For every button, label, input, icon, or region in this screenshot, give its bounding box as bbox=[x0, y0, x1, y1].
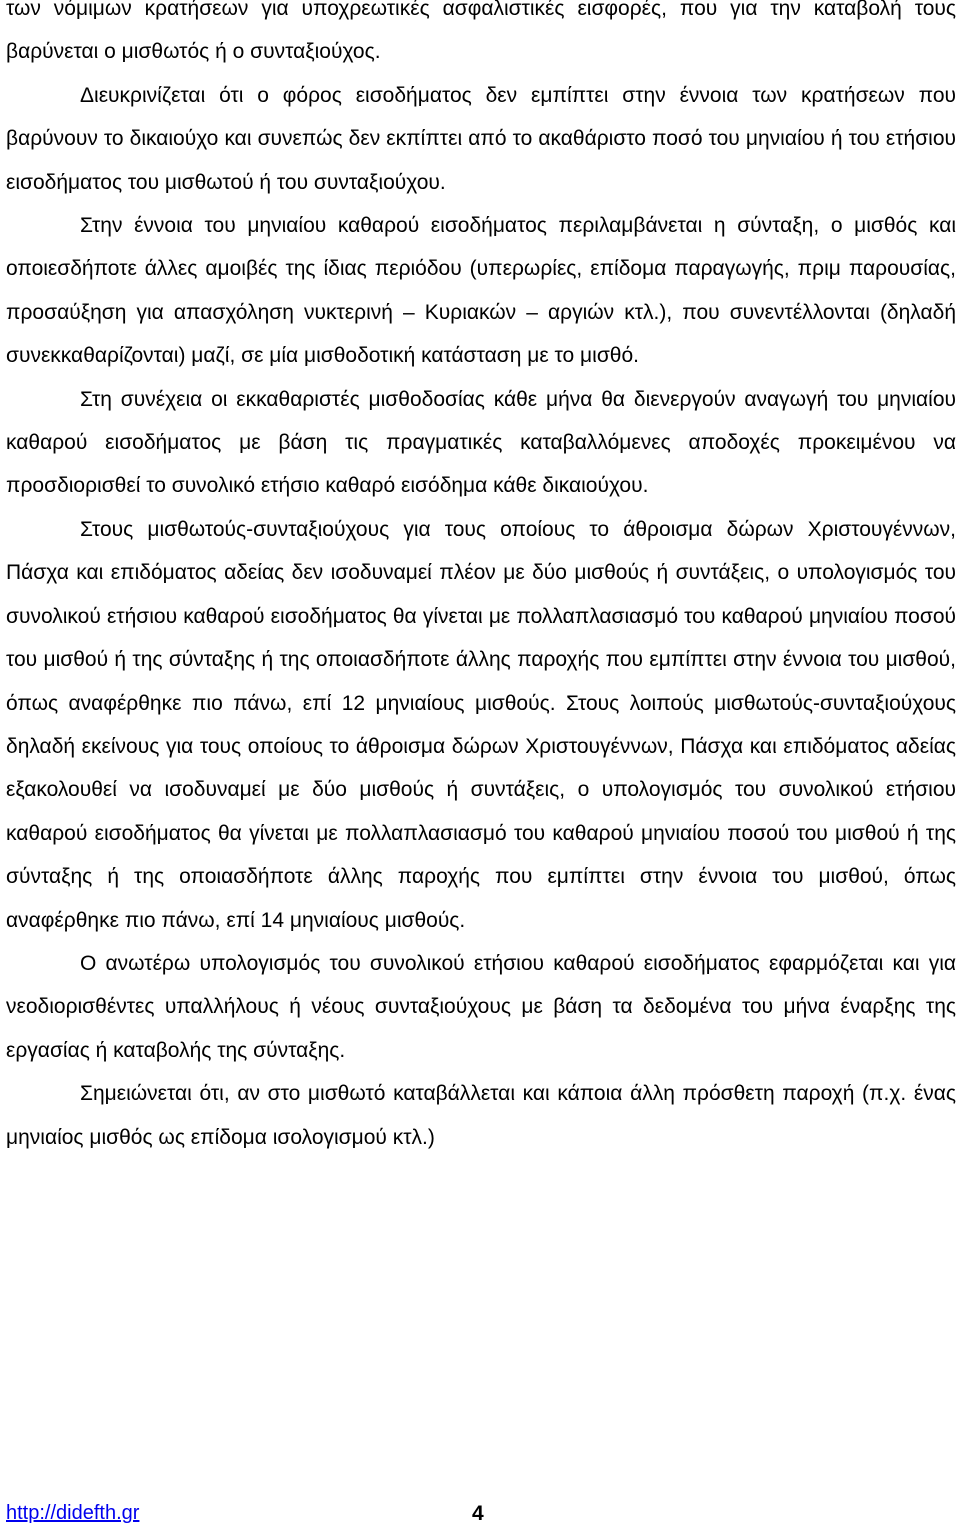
paragraph-income-tax: Διευκρινίζεται ότι ο φόρος εισοδήματος δεν εμπίπτει στην έννοια των κρατήσεων που βαρύνουν το δικαιούχο και συνεπώς δεν εκπίπτει από το ακαθάριστο ποσό του μηνιαίου ή του ετήσιου εισοδήματος του μισθωτού ή του συνταξιούχου. bbox=[6, 83, 956, 194]
paragraph-new-employees: Ο ανωτέρω υπολογισμός του συνολικού ετήσιου καθαρού εισοδήματος εφαρμόζεται και για νεοδιορισθέντες υπαλλήλους ή νέους συνταξιούχους με βάση τα δεδομένα του μήνα έναρξης της εργασίας ή καταβολής της σύνταξης. bbox=[6, 951, 956, 1062]
document-body bbox=[6, 0, 956, 1159]
paragraph-monthly-net-income: Στην έννοια του μηνιαίου καθαρού εισοδήματος περιλαμβάνεται η σύνταξη, ο μισθός και οποιεσδήποτε άλλες αμοιβές της ίδιας περιόδου (υπερωρίες, επίδομα παραγωγής, πριμ παρουσίας, προσαύξηση για απασχόληση νυκτερινή – Κυριακών – αργιών κτλ.), που συνεντέλλονται (δηλαδή συνεκκαθαρίζονται) μαζί, σε μία μισθοδοτική κατάσταση με το μισθό. bbox=[6, 214, 956, 368]
page-footer bbox=[6, 1502, 956, 1528]
page-number: 4 bbox=[472, 1502, 484, 1525]
paragraph-payroll-liquidators: Στη συνέχεια οι εκκαθαριστές μισθοδοσίας κάθε μήνα θα διενεργούν αναγωγή του μηνιαίου καθαρού εισοδήματος με βάση τις πραγματικές καταβαλλόμενες αποδοχές προκειμένου να προσδιορισθεί το συνολικό ετήσιο καθαρό εισόδημα κάθε δικαιούχου. bbox=[6, 387, 956, 498]
paragraph-additional-benefit: Σημειώνεται ότι, αν στο μισθωτό καταβάλλεται και κάποια άλλη πρόσθετη παροχή (π.χ. ένας μηνιαίος μισθός ως επίδομα ισολογισμού κτλ.) bbox=[6, 1082, 956, 1149]
footer-link[interactable]: http://didefth.gr bbox=[6, 1502, 140, 1524]
paragraph-continuation: των νόμιμων κρατήσεων για υποχρεωτικές ασφαλιστικές εισφορές, που για την καταβολή τους βαρύνεται ο μισθωτός ή ο συνταξιούχος. bbox=[6, 0, 956, 64]
paragraph-annual-calculation: Στους μισθωτούς-συνταξιούχους για τους οποίους το άθροισμα δώρων Χριστουγέννων, Πάσχα και επιδόματος αδείας δεν ισοδυναμεί πλέον με δύο μισθούς ή συντάξεις, ο υπολογισμός του συνολικού ετήσιου καθαρού εισοδήματος θα γίνεται με πολλαπλασιασμό του καθαρού μηνιαίου ποσού του μισθού ή της σύνταξης ή της οποιασδήποτε άλλης παροχής που εμπίπτει στην έννοια του μισθού, όπως αναφέρθηκε πιο πάνω, επί 12 μηνιαίους μισθούς. Στους λοιπούς μισθωτούς-συνταξιούχους δηλαδή εκείνους για τους οποίους το άθροισμα δώρων Χριστουγέννων, Πάσχα και επιδόματος αδείας εξακολουθεί να ισοδυναμεί με δύο μισθούς ή συντάξεις, ο υπολογισμός του συνολικού ετήσιου καθαρού εισοδήματος θα γίνεται με πολλαπλασιασμό του καθαρού μηνιαίου ποσού του μισθού ή της σύνταξης ή της οποιασδήποτε άλλης παροχής που εμπίπτει στην έννοια του μισθού, όπως αναφέρθηκε πιο πάνω, επί 14 μηνιαίους μισθούς. bbox=[6, 517, 956, 932]
